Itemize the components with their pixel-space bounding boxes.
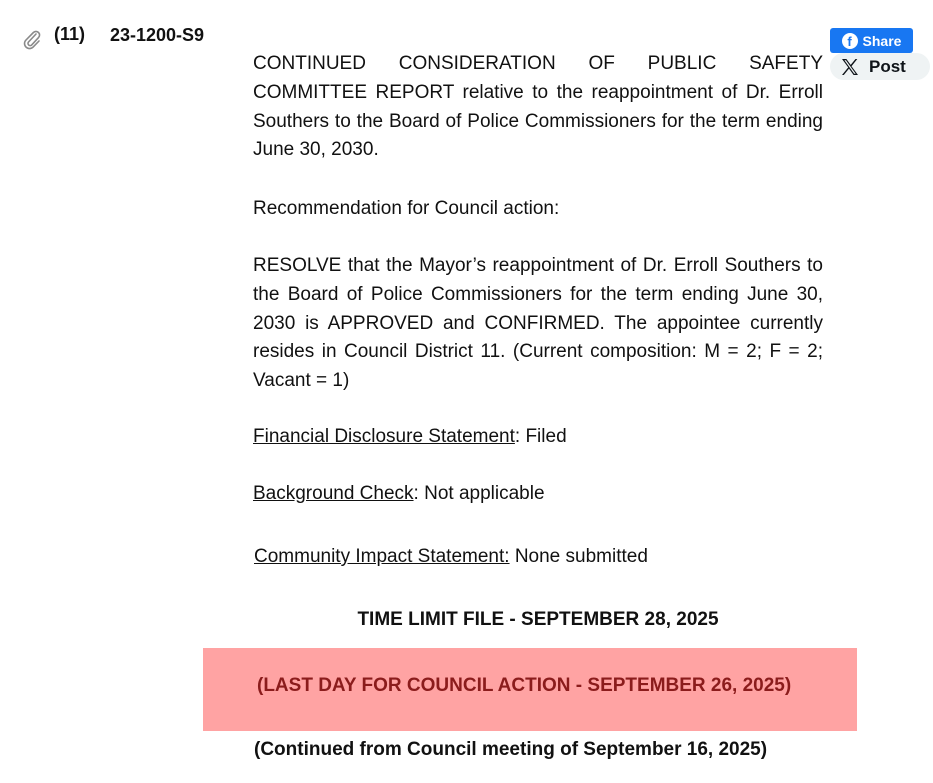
item-title: CONTINUED CONSIDERATION OF PUBLIC SAFETY COMMITTEE REPORT relative to the reappointment of Dr. Erroll Southers to the Board of Police Commissioners for the term ending June 30, 2030. [253, 53, 823, 161]
recommendation-heading: Recommendation for Council action: [253, 198, 560, 219]
facebook-share-button[interactable] [830, 28, 913, 53]
financial-disclosure-link[interactable]: Financial Disclosure Statement [253, 426, 515, 447]
file-number: 23-1200-S9 [110, 25, 205, 45]
facebook-icon: f [842, 33, 858, 49]
community-impact-row [254, 543, 824, 572]
continued-from-meeting: (Continued from Council meeting of September 16, 2025) [254, 739, 768, 760]
x-logo-icon [840, 57, 860, 77]
community-impact-value: None submitted [509, 546, 648, 567]
last-day-for-council-action: (LAST DAY FOR COUNCIL ACTION - SEPTEMBER 26, 2025) [257, 675, 792, 696]
financial-disclosure-row [253, 423, 823, 452]
x-post-button[interactable] [830, 53, 930, 80]
financial-disclosure-value: : Filed [514, 426, 567, 447]
paperclip-icon[interactable] [22, 28, 42, 50]
community-impact-link[interactable]: Community Impact Statement: [254, 546, 510, 567]
background-check-link[interactable]: Background Check [253, 483, 414, 504]
share-label: Share [862, 32, 902, 49]
resolve-text: RESOLVE that the Mayor’s reappointment of Dr. Erroll Southers to the Board of Police Commissioners for the term ending June 30, 2030 is APPROVED and CONFIRMED. The appointee currently resides in Council District 11. (Current composition: M = 2; F = 2; Vacant = 1) [253, 255, 823, 392]
background-check-value: : Not applicable [413, 483, 545, 504]
post-label: Post [869, 56, 906, 76]
item-number: (11) [54, 24, 86, 44]
background-check-row [253, 480, 823, 509]
time-limit-file: TIME LIMIT FILE - SEPTEMBER 28, 2025 [357, 609, 719, 630]
